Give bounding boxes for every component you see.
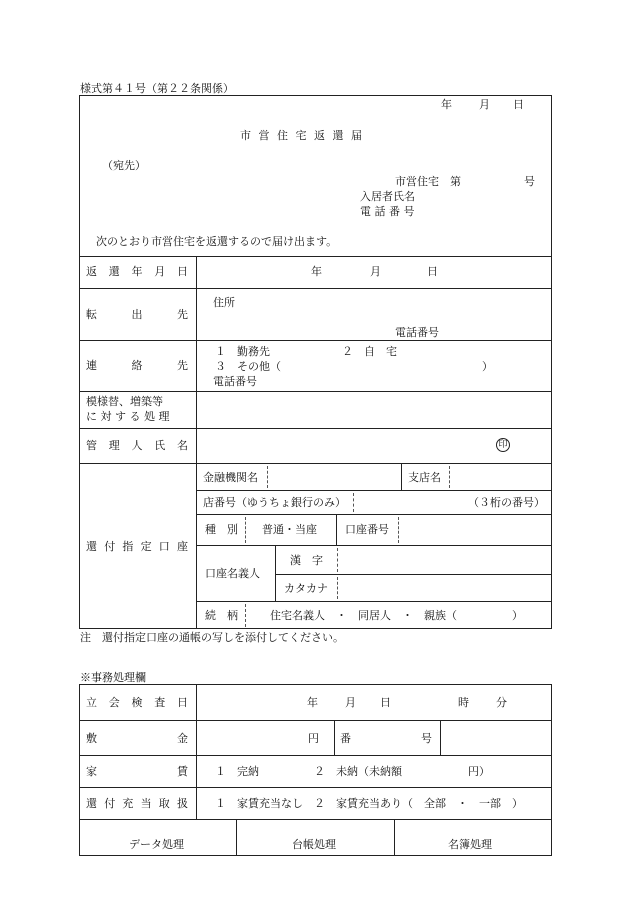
return-date-label: 返 還 年 月 日 bbox=[86, 265, 188, 278]
contact-phone-label: 電話番号 bbox=[213, 375, 257, 388]
inspection-month: 月 bbox=[345, 696, 356, 709]
deposit-yen: 円 bbox=[308, 732, 319, 745]
return-year: 年 bbox=[311, 265, 322, 278]
contact-option-other-close: ） bbox=[482, 360, 493, 373]
attachment-note: 注 還付指定口座の通帳の写しを添付してください。 bbox=[80, 631, 344, 644]
deposit-number-label: 番 号 bbox=[340, 732, 432, 745]
office-heading: ※事務処理欄 bbox=[80, 671, 146, 684]
bank-name-label: 金融機関名 bbox=[203, 471, 258, 484]
ledger-processing-label: 台帳処理 bbox=[292, 838, 336, 851]
refund-handling-label: 還 付 充 当 取 扱 bbox=[86, 797, 188, 810]
move-to-label: 転 出 先 bbox=[86, 308, 188, 321]
contact-option-work: １ 勤務先 bbox=[215, 345, 270, 358]
contact-option-home: ２ 自 宅 bbox=[342, 345, 397, 358]
refund-account-label: 還 付 指 定 口 座 bbox=[86, 540, 188, 553]
holder-katakana-label: カタカナ bbox=[284, 582, 328, 595]
refund-handling-value: １ 家賃充当なし ２ 家賃充当あり（ 全部 ・ 一部 ） bbox=[215, 797, 523, 810]
move-to-phone-label: 電話番号 bbox=[395, 326, 439, 339]
inspection-year: 年 bbox=[307, 696, 318, 709]
applicant-phone-label: 電 話 番 号 bbox=[360, 205, 415, 218]
deposit-label: 敷 金 bbox=[86, 732, 188, 745]
contact-option-other: ３ その他（ bbox=[215, 360, 281, 373]
renovation-label-line1: 模様替、増築等 bbox=[86, 395, 163, 408]
statement: 次のとおり市営住宅を返還するので届け出ます。 bbox=[96, 235, 338, 248]
addressee: （宛先） bbox=[102, 159, 146, 172]
return-month: 月 bbox=[370, 265, 381, 278]
inspection-day: 日 bbox=[380, 696, 391, 709]
seal-mark: 印 bbox=[496, 438, 510, 452]
branch-name-label: 支店名 bbox=[408, 471, 441, 484]
housing-number-suffix: 号 bbox=[524, 175, 535, 188]
account-type-label: 種 別 bbox=[205, 523, 238, 536]
move-to-address-label: 住所 bbox=[213, 296, 235, 309]
store-number-note: （３桁の番号） bbox=[468, 496, 545, 509]
account-type-value: 普通・当座 bbox=[262, 523, 317, 536]
account-number-label: 口座番号 bbox=[345, 523, 389, 536]
inspection-date-label: 立 会 検 査 日 bbox=[86, 696, 188, 709]
header-month: 月 bbox=[479, 98, 490, 111]
manager-name-label: 管 理 人 氏 名 bbox=[86, 439, 188, 452]
form-title: 市 営 住 宅 返 還 届 bbox=[240, 129, 364, 142]
relation-options: 住宅名義人 ・ 同居人 ・ 親族（ ） bbox=[270, 609, 523, 622]
resident-name-label: 入居者氏名 bbox=[360, 190, 415, 203]
relation-label: 続 柄 bbox=[205, 609, 238, 622]
contact-label: 連 絡 先 bbox=[86, 359, 188, 372]
housing-number-label: 市営住宅 第 bbox=[395, 175, 461, 188]
inspection-hour: 時 bbox=[458, 696, 469, 709]
header-day: 日 bbox=[513, 98, 524, 111]
register-processing-label: 名簿処理 bbox=[448, 838, 492, 851]
data-processing-label: データ処理 bbox=[129, 838, 184, 851]
header-year: 年 bbox=[441, 98, 452, 111]
inspection-minute: 分 bbox=[496, 696, 507, 709]
form-number: 様式第４１号（第２２条関係） bbox=[80, 82, 234, 95]
return-day: 日 bbox=[427, 265, 438, 278]
renovation-label-line2: に 対 す る 処 理 bbox=[86, 410, 170, 423]
rent-label: 家 賃 bbox=[86, 765, 188, 778]
rent-value: １ 完納 ２ 未納（未納額 円） bbox=[215, 765, 490, 778]
account-holder-label: 口座名義人 bbox=[205, 567, 260, 580]
store-number-label: 店番号（ゆうちょ銀行のみ） bbox=[203, 496, 346, 509]
holder-kanji-label: 漢 字 bbox=[290, 554, 323, 567]
